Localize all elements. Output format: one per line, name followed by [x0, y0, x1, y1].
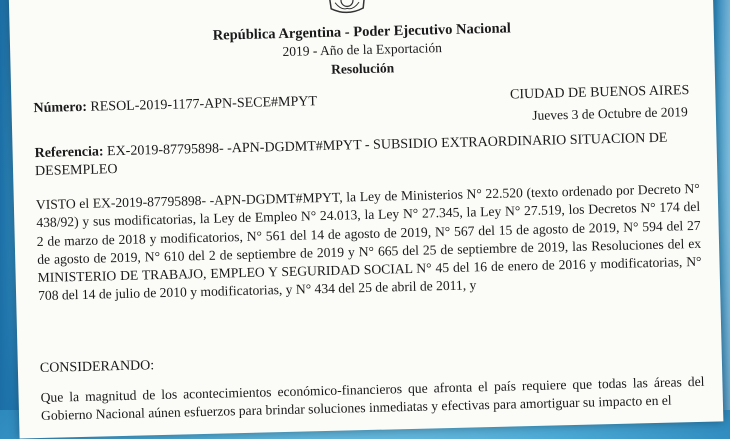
header-government: República Argentina - Poder Ejecutivo Nacional — [212, 20, 512, 44]
visto-paragraph: VISTO el EX-2019-87795898- -APN-DGDMT#MPYT, la Ley de Ministerios N° 22.520 (texto ordenado por Decreto N° 438/92) y sus modificatorias, la Ley de Empleo N° 24.013, la Ley N° 27.345, la Ley N° 27.519, los Decretos N° 174 del 2 de marzo de 2018 y modificatorios, N° 561 del 14 de agosto de 2019, N° 567 del 15 de agosto de 2019, N° 594 del 27 de agosto de 2019, N° 610 del 2 de septiembre de 2019 y N° 665 del 25 de septiembre de 2019, las Resoluciones del ex MINISTERIO DE TRABAJO, EMPLEO Y SEGURIDAD SOCIAL N° 45 del 16 de enero de 2016 y modificatorias, N° 708 del 14 de julio de 2010 y modificatorias, y N° 434 del 25 de abril de 2011, y — [35, 180, 702, 304]
coat-of-arms-icon — [325, 0, 370, 15]
first-paragraph: Que la magnitud de los acontecimientos económico-financieros que afronta el país requiere que todas las áreas del Gobierno Nacional aúnen esfuerzos para brindar soluciones inmediatas y efectivas para amortiguar su impacto en el — [40, 373, 705, 424]
resolution-number-value: RESOL-2019-1177-APN-SECE#MPYT — [90, 94, 318, 115]
date: Jueves 3 de Octubre de 2019 — [532, 104, 688, 123]
header-year-motto: 2019 - Año de la Exportación — [282, 40, 443, 59]
place: CIUDAD DE BUENOS AIRES — [509, 83, 690, 103]
referencia-value: EX-2019-87795898- -APN-DGDMT#MPYT - SUBSIDIO EXTRAORDINARIO SITUACION DE DESEMPLEO — [34, 130, 668, 180]
referencia — [34, 129, 697, 181]
header-document-type: Resolución — [330, 60, 395, 77]
referencia-label: Referencia: — [34, 144, 104, 162]
document-page — [9, 0, 724, 439]
resolution-number — [33, 94, 317, 117]
considerando-heading: CONSIDERANDO: — [39, 358, 155, 377]
resolution-number-label: Número: — [33, 99, 88, 117]
